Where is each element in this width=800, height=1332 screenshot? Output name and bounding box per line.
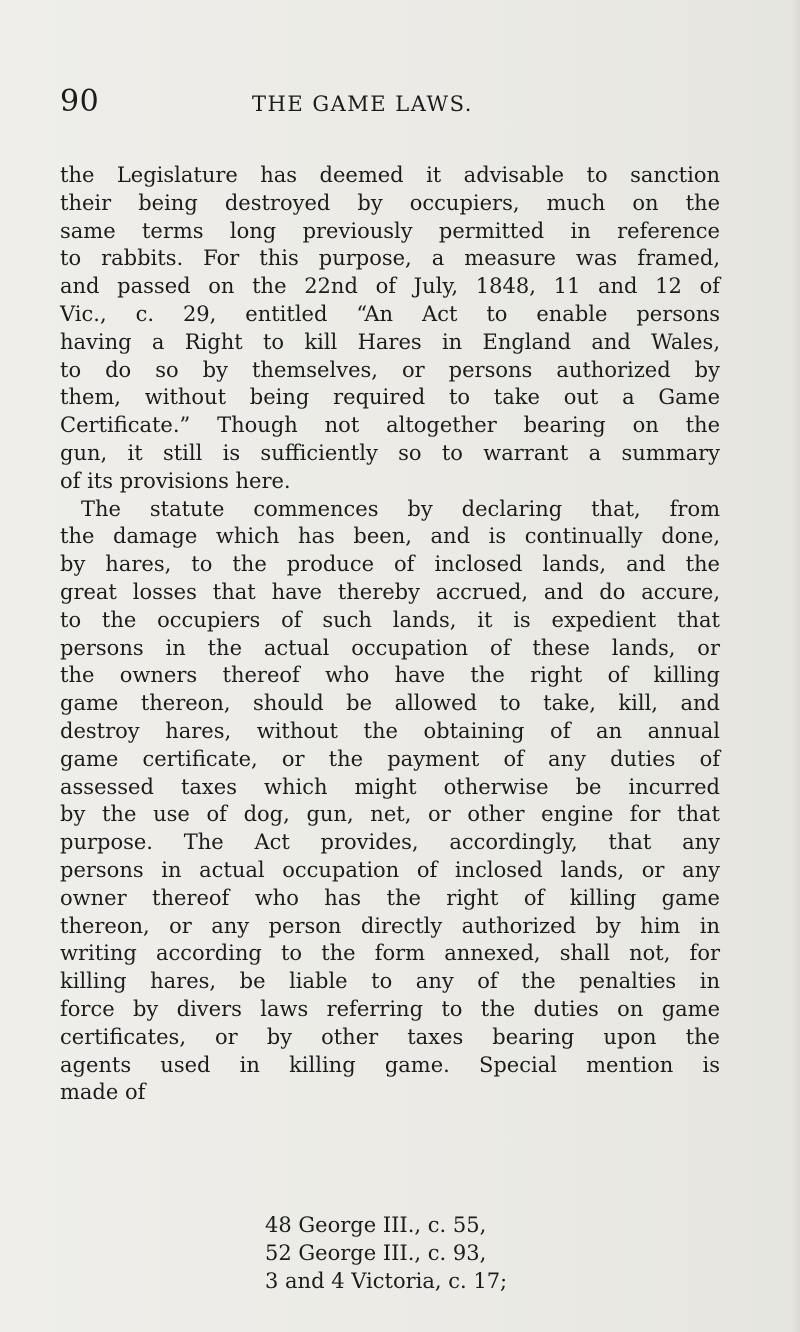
page-edge-shadow (790, 0, 800, 1332)
text-line: having a Right to kill Hares in England and Wales, (60, 329, 720, 354)
citation-item: 3 and 4 Victoria, c. 17; (265, 1269, 508, 1293)
text-line: game thereon, should be allowed to take, kill, and (60, 691, 720, 716)
body-text (60, 162, 720, 1107)
text-line: the Legislature has deemed it advisable to sanction (60, 163, 720, 187)
text-line: agents used in killing game. Special mention is (60, 1052, 720, 1077)
text-line: them, without being required to take out a Game (60, 385, 720, 410)
running-head: THE GAME LAWS. (252, 92, 473, 116)
text-line: to the occupiers of such lands, it is expedient that (60, 607, 720, 632)
text-line: purpose. The Act provides, accordingly, that any (60, 830, 720, 855)
text-line: Certificate.” Though not altogether bearing on the (60, 413, 720, 438)
text-line: the owners thereof who have the right of killing (60, 663, 720, 688)
text-line: persons in actual occupation of inclosed lands, or any (60, 857, 720, 882)
text-line: to rabbits. For this purpose, a measure was framed, (60, 246, 720, 271)
text-line: destroy hares, without the obtaining of an annual (60, 718, 720, 743)
text-line: killing hares, be liable to any of the penalties in (60, 969, 720, 994)
text-line: force by divers laws referring to the duties on game (60, 996, 720, 1021)
citation-item: 48 George III., c. 55, (265, 1213, 487, 1237)
text-line: persons in the actual occupation of these lands, or (60, 635, 720, 660)
text-line: same terms long previously permitted in reference (60, 218, 720, 243)
text-line: and passed on the 22nd of July, 1848, 11 and 12 of (60, 274, 720, 299)
text-line: game certificate, or the payment of any duties of (60, 746, 720, 771)
text-line: their being destroyed by occupiers, much on the (60, 190, 720, 215)
text-line: writing according to the form annexed, shall not, for (60, 941, 720, 966)
text-line: Vic., c. 29, entitled “An Act to enable persons (60, 301, 720, 326)
text-line: owner thereof who has the right of killing game (60, 885, 720, 910)
text-line: gun, it still is sufficiently so to warrant a summary (60, 440, 720, 465)
text-line: assessed taxes which might otherwise be incurred (60, 774, 720, 799)
page-number: 90 (60, 84, 100, 119)
citation-item: 52 George III., c. 93, (265, 1241, 487, 1265)
page-header (60, 84, 720, 120)
text-line: of its provisions here. (60, 468, 291, 493)
citation-list (265, 1211, 507, 1295)
text-line: certificates, or by other taxes bearing upon the (60, 1024, 720, 1049)
paragraph-2 (60, 496, 720, 1108)
paragraph-1 (60, 162, 720, 496)
text-line: made of (60, 1080, 146, 1105)
text-line: by hares, to the produce of inclosed lands, and the (60, 552, 720, 577)
text-line: thereon, or any person directly authorized by him in (60, 913, 720, 938)
text-line: great losses that have thereby accrued, and do accure, (60, 579, 720, 604)
text-line: the damage which has been, and is continually done, (60, 524, 720, 549)
text-line: by the use of dog, gun, net, or other engine for that (60, 802, 720, 827)
text-line: The statute commences by declaring that, from (81, 496, 720, 521)
text-line: to do so by themselves, or persons authorized by (60, 357, 720, 382)
